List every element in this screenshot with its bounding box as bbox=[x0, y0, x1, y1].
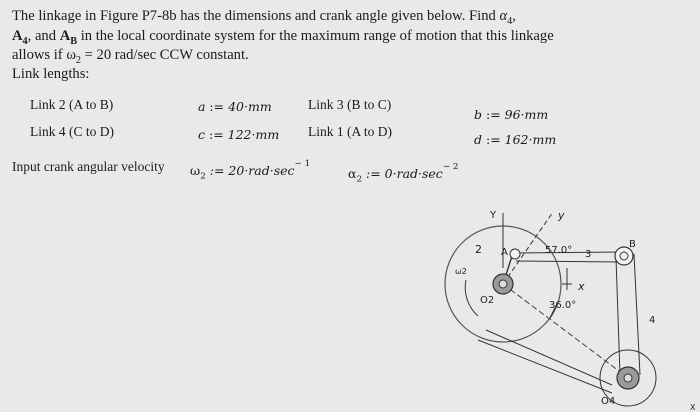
link-3-length: 96·mm bbox=[504, 107, 549, 122]
omega-2-exponent: − 1 bbox=[294, 159, 311, 169]
omega-2-subscript: 2 bbox=[200, 171, 206, 182]
omega-2-value: := 20·rad·sec bbox=[205, 163, 295, 179]
link-4-length: 122·mm bbox=[227, 127, 280, 142]
link-2-value: a := 40·mm bbox=[198, 99, 272, 114]
label-36: 36.0° bbox=[549, 300, 577, 311]
link-1-symbol: d bbox=[474, 132, 483, 147]
label-b: B bbox=[629, 239, 636, 250]
alpha-4-sub: 4 bbox=[507, 15, 513, 27]
problem-line-1-text: The linkage in Figure P7-8b has the dimensions and crank angle given below. Find bbox=[12, 8, 500, 24]
label-o2: O2 bbox=[480, 295, 495, 306]
problem-line-2-mid: , and bbox=[27, 28, 60, 44]
problem-line-2-end: in the local coordinate system for the maximum range of motion that this linkage bbox=[77, 28, 554, 44]
label-3: 3 bbox=[585, 249, 592, 260]
problem-line-1-end: , bbox=[512, 8, 516, 24]
label-omega2: ω2 bbox=[455, 267, 467, 276]
label-a: A bbox=[501, 247, 508, 258]
a4-symbol: A bbox=[12, 28, 23, 44]
o4-arm bbox=[486, 330, 612, 385]
link-1-value: d := 162·mm bbox=[474, 132, 557, 147]
link-4-value: c := 122·mm bbox=[198, 127, 280, 142]
link-4-left bbox=[616, 258, 620, 375]
link-1-length: 162·mm bbox=[504, 132, 557, 147]
label-x-edge: X bbox=[690, 403, 696, 412]
problem-line-3-end: = 20 rad/sec CCW constant. bbox=[81, 47, 249, 63]
link-1-name: Link 1 (A to D) bbox=[308, 124, 392, 139]
label-y-top: Y bbox=[490, 210, 497, 221]
label-o4: O4 bbox=[601, 396, 616, 407]
a4-sub: 4 bbox=[22, 35, 28, 47]
alpha-2-subscript: 2 bbox=[356, 174, 363, 185]
link-2-symbol: a bbox=[198, 99, 206, 114]
pivot-o2-inner bbox=[499, 280, 507, 288]
o4-arm-edge bbox=[478, 340, 612, 393]
ground-link bbox=[503, 284, 627, 377]
label-y-local: y bbox=[558, 209, 565, 222]
link-3-symbol: b bbox=[474, 107, 483, 122]
omega-arrow bbox=[465, 280, 478, 316]
link-4-right bbox=[634, 254, 640, 375]
label-57: 57.0° bbox=[545, 245, 573, 256]
alpha-4-symbol: α bbox=[499, 8, 508, 24]
link-4-name: Link 4 (C to D) bbox=[30, 124, 114, 139]
alpha-2-symbol: α bbox=[348, 166, 357, 182]
link-lengths-label: Link lengths: bbox=[12, 66, 90, 82]
link-3-edge bbox=[516, 261, 622, 262]
link-3-name: Link 3 (B to C) bbox=[308, 97, 392, 112]
pin-a bbox=[510, 249, 520, 259]
alpha-2-exponent: − 2 bbox=[442, 162, 459, 172]
label-x-local: x bbox=[578, 280, 585, 293]
omega-2-sub: 2 bbox=[75, 54, 82, 66]
link-2-length: 40·mm bbox=[228, 99, 272, 114]
input-velocity-label: Input crank angular velocity bbox=[12, 159, 165, 174]
link-3-value: b := 96·mm bbox=[474, 107, 549, 122]
link-4-symbol: c bbox=[198, 127, 206, 142]
ab-sub: B bbox=[70, 35, 78, 47]
alpha-2-value: := 0·rad·sec bbox=[362, 166, 443, 182]
omega-2-symbol: ω bbox=[190, 163, 201, 179]
problem-line-3-text: allows if ω bbox=[12, 47, 76, 63]
label-2: 2 bbox=[475, 243, 482, 256]
link-2-name: Link 2 (A to B) bbox=[30, 97, 114, 112]
label-4: 4 bbox=[649, 315, 656, 326]
pivot-o4-inner bbox=[624, 374, 632, 382]
ab-symbol: A bbox=[59, 28, 71, 44]
